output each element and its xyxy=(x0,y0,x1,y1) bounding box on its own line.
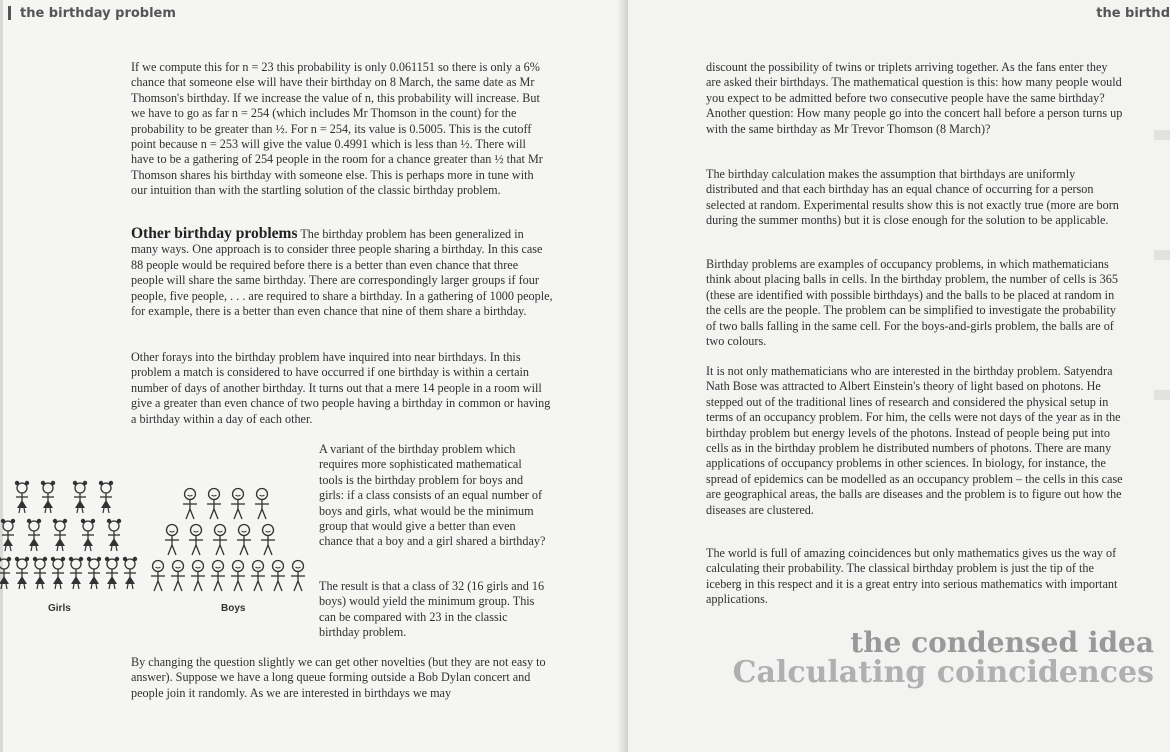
header-mark xyxy=(8,6,11,20)
bleed-through-mark xyxy=(1154,130,1170,140)
stick-figures-illustration xyxy=(0,470,310,600)
boys-girls-figure xyxy=(0,470,310,620)
page-edge xyxy=(0,0,3,752)
section-body: The birthday problem has been generalized in many ways. One approach is to consider three people sharing a birthday. In this case 88 people would be required before there is a better than even chance that three people will share the same birthday. There are correspondingly larger groups if four people, five people, . . . are required to share a birthday. In a gathering of 1000 people, for example, there is a better than even chance that nine of them share a birthday. xyxy=(131,227,553,319)
girls-label: Girls xyxy=(48,603,71,614)
running-header-left: the birthday problem xyxy=(20,6,176,21)
paragraph-near-birthdays: Other forays into the birthday problem have inquired into near birthdays. In this problem a match is considered to have occurred if one birthday is within a certain number of days of another birthday. It turns out that a mere 14 people in a room will give a greater than even chance of two people having a birthday in common or having a birthday within a day of each other. xyxy=(131,350,551,426)
condensed-idea-subtitle: Calculating coincidences xyxy=(732,655,1154,690)
paragraph-uniform-assumption: The birthday calculation makes the assumption that birthdays are uniformly distributed and that each birthday has an equal chance of occurring for a person selected at random. Experimental results show this is not exactly true (more are born during the summer months) but it is close enough for the solution to be applicable. xyxy=(706,167,1119,228)
paragraph-bose: It is not only mathematicians who are interested in the birthday problem. Satyendra Nath Bose was attracted to Albert Einstein's theory of light based on photons. He stepped out of the traditional lines of research and considered the physical setup in terms of an occupancy problem. For him, the cells were not days of the year as in the birthday problem but energy levels of the photons. Instead of people being put into cells as in the birthday problem he distributed numbers of photons. There are many applications of occupancy problems in other sciences. In biology, for instance, the spread of epidemics can be modelled as an occupancy problem – the cells in this case are geographical areas, the balls are diseases and the problem is to figure out how the diseases are clustered. xyxy=(706,364,1123,517)
paragraph-result-32: The result is that a class of 32 (16 girls and 16 boys) would yield the minimum group. This can be compared with 23 in the classic birthday problem. xyxy=(319,579,545,640)
boys-label: Boys xyxy=(221,603,246,614)
paragraph-coincidences: The world is full of amazing coincidences but only mathematics gives us the way of calculating their probability. The classical birthday problem is just the tip of the iceberg in this respect and it is a great entry into serious mathematics with important applications. xyxy=(706,546,1118,607)
paragraph-occupancy-problems: Birthday problems are examples of occupancy problems, in which mathematicians think about placing balls in cells. In the birthday problem, the number of cells is 365 (these are identified with possible birthdays) and the balls to be placed at random in the cells are the people. The problem can be simplified to investigate the probability of two balls falling in the same cell. For the boys-and-girls problem, the balls are of two colours. xyxy=(706,257,1118,349)
paragraph-other-birthday-problems xyxy=(131,226,553,319)
condensed-idea-title: the condensed idea xyxy=(850,626,1154,659)
right-page xyxy=(628,0,1170,752)
paragraph-boys-girls: A variant of the birthday problem which requires more sophisticated mathematical tools is the birthday problem for boys and girls: if a class consists of an equal number of boys and girls, what would be the minimum group that would give a better than even chance that a boy and a girl shared a birthday? xyxy=(319,442,546,549)
paragraph-changing-question: By changing the question slightly we can get other novelties (but they are not easy to answer). Suppose we have a long queue forming outside a Bob Dylan concert and people join it randomly. As we are interested in birthdays we may xyxy=(131,655,546,700)
paragraph-thomson-cutoff: If we compute this for n = 23 this probability is only 0.061151 so there is only a 6% chance that someone else will have their birthday on 8 March, the same date as Mr Thomson's birthday. If we increase the value of n, this probability will increase. But we have to go as far n = 254 (which includes Mr Thomson in the count) for the probability to be greater than ½. For n = 254, its value is 0.5005. This is the cutoff point because n = 253 will give the value 0.4991 which is less than ½. There will have to be a gathering of 254 people in the room for a chance greater than ½ that Mr Thomson shares his birthday with someone else. This is perhaps more in tune with our intuition than with the startling solution of the classic birthday problem. xyxy=(131,60,543,198)
bleed-through-mark xyxy=(1154,250,1170,260)
running-header-right: the birthd xyxy=(1096,6,1170,21)
girls-group xyxy=(0,481,137,589)
bleed-through-mark xyxy=(1154,390,1170,400)
boys-group xyxy=(151,489,305,592)
condensed-idea-box xyxy=(724,628,1154,688)
section-heading: Other birthday problems xyxy=(131,225,298,242)
paragraph-dylan-queue: discount the possibility of twins or triplets arriving together. As the fans enter they are asked their birthdays. The mathematical question is this: how many people would you expect to be admitted before two consecutive people have the same birthday? Another question: How many people go into the concert hall before a person turns up with the same birthday as Mr Trevor Thomson (8 March)? xyxy=(706,60,1123,136)
